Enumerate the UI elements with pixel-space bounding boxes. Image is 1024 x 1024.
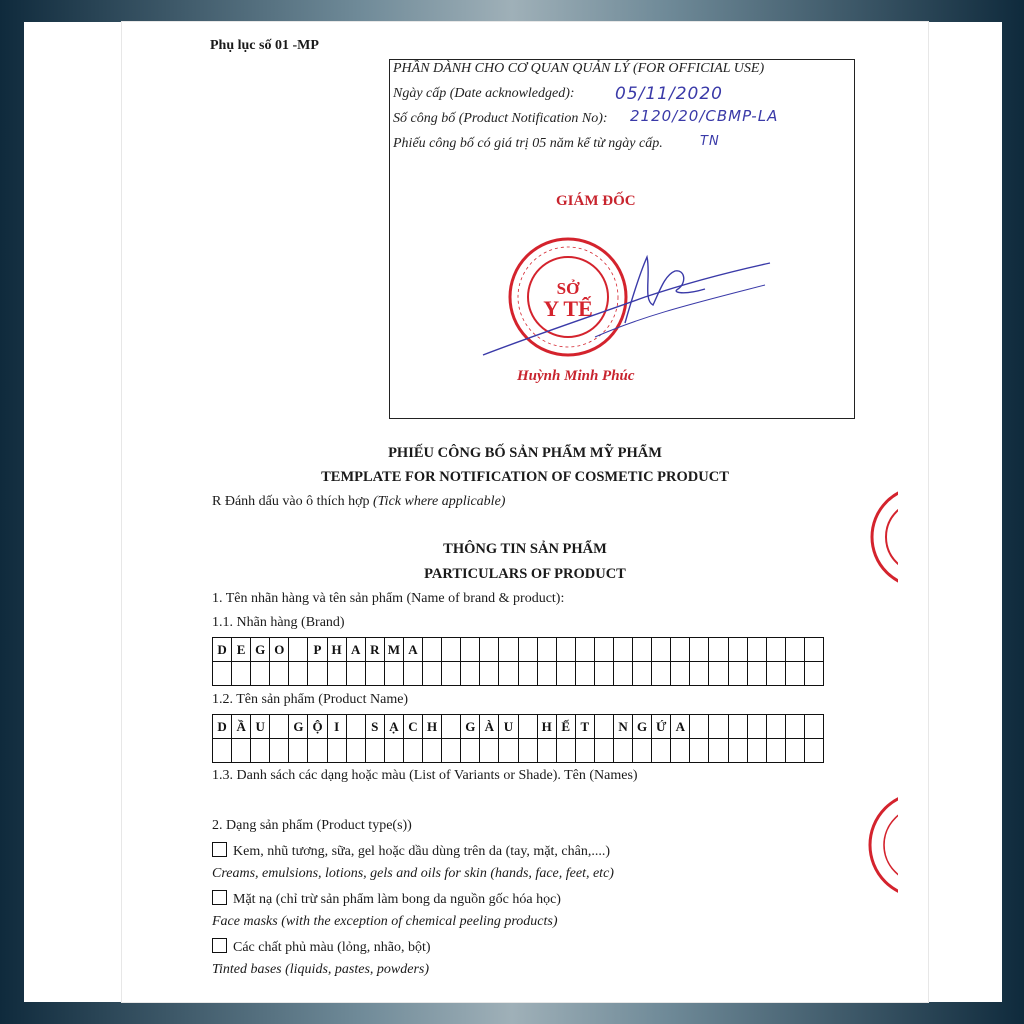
product-grid-cell-empty [594, 739, 613, 763]
product-grid-cell: H [423, 715, 442, 739]
title-en: TEMPLATE FOR NOTIFICATION OF COSMETIC PRODUCT [321, 469, 729, 485]
product-grid-cell-empty [251, 739, 270, 763]
product-grid-cell: À [480, 715, 499, 739]
brand-grid-row-empty [213, 662, 824, 686]
brand-grid-cell-empty [251, 662, 270, 686]
brand-grid-cell [671, 638, 690, 662]
date-label: Ngày cấp (Date acknowledged): [393, 86, 575, 101]
brand-grid-cell-empty [308, 662, 327, 686]
product-grid-cell: D [213, 715, 232, 739]
option-creams-vn: Kem, nhũ tương, sữa, gel hoặc dầu dùng trên da (tay, mặt, chân,....) [233, 844, 611, 859]
product-grid-cell-empty [690, 739, 709, 763]
validity-text: Phiếu công bố có giá trị 05 năm kể từ ngày cấp. [393, 136, 663, 151]
product-grid-cell-empty [365, 739, 384, 763]
product-grid-cell: G [289, 715, 308, 739]
brand-grid-cell [461, 638, 480, 662]
product-grid-cell-empty [308, 739, 327, 763]
product-grid-cell-empty [480, 739, 499, 763]
item-1-3-label: 1.3. Danh sách các dạng hoặc màu (List of Variants or Shade). Tên (Names) [212, 768, 638, 783]
brand-grid-cell-empty [594, 662, 613, 686]
brand-grid-cell-empty [633, 662, 652, 686]
brand-grid-cell-empty [442, 662, 461, 686]
product-grid-cell-empty [289, 739, 308, 763]
product-grid-cell-empty [556, 739, 575, 763]
brand-grid-cell [556, 638, 575, 662]
product-grid-cell: I [327, 715, 346, 739]
official-header: PHẦN DÀNH CHO CƠ QUAN QUẢN LÝ (FOR OFFICIAL USE) [393, 61, 765, 76]
title-vn: PHIẾU CÔNG BỐ SẢN PHẨM MỸ PHẨM [388, 445, 662, 461]
option-creams-en: Creams, emulsions, lotions, gels and oils for skin (hands, face, feet, etc) [212, 866, 614, 881]
brand-grid-cell: D [213, 638, 232, 662]
number-label: Số công bố (Product Notification No): [393, 111, 608, 126]
brand-grid-cell-empty [671, 662, 690, 686]
brand-grid-cell [423, 638, 442, 662]
brand-grid-cell-empty [690, 662, 709, 686]
product-grid-cell-empty [403, 739, 422, 763]
product-grid-cell-empty [575, 739, 594, 763]
tick-note-vn: R Đánh dấu vào ô thích hợp [212, 494, 370, 509]
product-grid-cell: Ứ [652, 715, 671, 739]
brand-grid-cell-empty [346, 662, 365, 686]
product-grid-cell-empty [747, 739, 766, 763]
section-title-vn: THÔNG TIN SẢN PHẨM [443, 541, 607, 557]
product-grid-cell [442, 715, 461, 739]
brand-grid-cell [537, 638, 556, 662]
product-grid-cell: U [499, 715, 518, 739]
brand-grid-cell-empty [270, 662, 289, 686]
product-grid-cell: A [671, 715, 690, 739]
product-grid-cell [804, 715, 823, 739]
product-grid-cell: C [403, 715, 422, 739]
product-grid-row-empty [213, 739, 824, 763]
brand-grid-cell-empty [480, 662, 499, 686]
product-name-grid [212, 714, 824, 763]
brand-grid-cell-empty [747, 662, 766, 686]
product-grid-cell: U [251, 715, 270, 739]
brand-grid-cell-empty [537, 662, 556, 686]
checkbox-tinted[interactable] [212, 938, 227, 953]
brand-grid-cell-empty [556, 662, 575, 686]
brand-grid-cell-empty [423, 662, 442, 686]
brand-grid-cell [594, 638, 613, 662]
tick-note [212, 494, 505, 510]
item-1-label: 1. Tên nhãn hàng và tên sản phẩm (Name of brand & product): [212, 591, 565, 606]
product-grid-cell-empty [785, 739, 804, 763]
product-grid-cell: G [633, 715, 652, 739]
product-grid-cell: T [575, 715, 594, 739]
annex-label: Phụ lục số 01 -MP [210, 38, 319, 53]
director-title: GIÁM ĐỐC [556, 193, 636, 209]
product-grid-cell-empty [728, 739, 747, 763]
product-grid-cell: Ầ [232, 715, 251, 739]
product-grid-cell-empty [270, 739, 289, 763]
brand-grid-cell [480, 638, 499, 662]
product-grid-row [213, 715, 824, 739]
product-grid-cell-empty [671, 739, 690, 763]
margin-seal-bottom [866, 788, 898, 903]
brand-grid-cell: M [384, 638, 403, 662]
product-grid-cell-empty [804, 739, 823, 763]
brand-grid-cell-empty [575, 662, 594, 686]
brand-grid-cell: A [346, 638, 365, 662]
product-grid-cell [709, 715, 728, 739]
brand-grid-cell-empty [499, 662, 518, 686]
brand-grid-cell-empty [461, 662, 480, 686]
option-masks-en: Face masks (with the exception of chemical peeling products) [212, 914, 558, 929]
brand-grid-cell [289, 638, 308, 662]
brand-grid-cell-empty [327, 662, 346, 686]
product-grid-cell: Ế [556, 715, 575, 739]
product-grid-cell: S [365, 715, 384, 739]
seal-text-line1: SỞ [556, 279, 580, 298]
item-1-2-label: 1.2. Tên sản phẩm (Product Name) [212, 692, 409, 707]
product-grid-cell-empty [327, 739, 346, 763]
product-grid-cell [690, 715, 709, 739]
product-grid-cell-empty [633, 739, 652, 763]
option-tinted [212, 938, 431, 956]
date-value: 05/11/2020 [615, 84, 723, 104]
brand-grid-cell-empty [728, 662, 747, 686]
number-value: 2120/20/CBMP-LA [630, 107, 779, 125]
product-grid-cell: N [613, 715, 632, 739]
product-grid-cell-empty [613, 739, 632, 763]
brand-grid-cell-empty [804, 662, 823, 686]
item-2-label: 2. Dạng sản phẩm (Product type(s)) [212, 818, 412, 833]
tick-note-en: (Tick where applicable) [373, 494, 506, 509]
brand-grid-cell [518, 638, 537, 662]
brand-grid-cell-empty [403, 662, 422, 686]
checkbox-creams[interactable] [212, 842, 227, 857]
official-use-box [389, 59, 855, 419]
product-grid-cell-empty [766, 739, 785, 763]
product-grid-cell-empty [442, 739, 461, 763]
product-grid-cell-empty [346, 739, 365, 763]
brand-grid-cell [785, 638, 804, 662]
product-grid-cell [747, 715, 766, 739]
product-grid-cell-empty [461, 739, 480, 763]
brand-grid-cell: G [251, 638, 270, 662]
brand-grid-row [213, 638, 824, 662]
product-grid-cell-empty [709, 739, 728, 763]
brand-grid-cell-empty [518, 662, 537, 686]
product-grid-cell [270, 715, 289, 739]
brand-grid-cell: O [270, 638, 289, 662]
brand-grid-cell-empty [384, 662, 403, 686]
brand-grid-cell-empty [365, 662, 384, 686]
brand-grid-cell: A [403, 638, 422, 662]
product-grid-cell: Ộ [308, 715, 327, 739]
initials: TN [700, 134, 720, 149]
checkbox-masks[interactable] [212, 890, 227, 905]
product-grid-cell-empty [518, 739, 537, 763]
product-grid-cell [728, 715, 747, 739]
brand-grid-cell [728, 638, 747, 662]
option-tinted-vn: Các chất phủ màu (lỏng, nhão, bột) [233, 940, 431, 955]
signature [475, 245, 775, 365]
brand-grid-cell [804, 638, 823, 662]
brand-grid-cell: H [327, 638, 346, 662]
product-grid-cell-empty [232, 739, 251, 763]
brand-grid-cell [747, 638, 766, 662]
product-grid-cell-empty [384, 739, 403, 763]
brand-grid-cell [613, 638, 632, 662]
brand-grid-cell: R [365, 638, 384, 662]
product-grid-cell-empty [499, 739, 518, 763]
product-grid-cell [785, 715, 804, 739]
product-grid-cell-empty [423, 739, 442, 763]
brand-grid [212, 637, 824, 686]
option-tinted-en: Tinted bases (liquids, pastes, powders) [212, 962, 430, 977]
brand-grid-cell-empty [232, 662, 251, 686]
brand-grid-cell-empty [709, 662, 728, 686]
brand-grid-cell [709, 638, 728, 662]
seal-text-line2: Y TẾ [543, 296, 593, 321]
margin-seal-top [866, 482, 898, 592]
brand-grid-cell-empty [613, 662, 632, 686]
option-masks [212, 890, 561, 908]
product-grid-cell: G [461, 715, 480, 739]
section-title-en: PARTICULARS OF PRODUCT [424, 566, 626, 582]
photo-frame [24, 22, 1002, 1002]
brand-grid-cell-empty [785, 662, 804, 686]
document-page [122, 22, 928, 1002]
product-grid-cell [766, 715, 785, 739]
brand-grid-cell [652, 638, 671, 662]
product-grid-cell-empty [537, 739, 556, 763]
product-grid-cell: H [537, 715, 556, 739]
product-grid-cell [518, 715, 537, 739]
product-grid-cell [594, 715, 613, 739]
brand-grid-cell-empty [213, 662, 232, 686]
brand-grid-cell: P [308, 638, 327, 662]
item-1-1-label: 1.1. Nhãn hàng (Brand) [212, 615, 345, 630]
brand-grid-cell [499, 638, 518, 662]
product-grid-cell [346, 715, 365, 739]
option-masks-vn: Mặt nạ (chỉ trừ sản phẩm làm bong da nguồn gốc hóa học) [233, 892, 561, 907]
brand-grid-cell-empty [652, 662, 671, 686]
product-grid-cell: Ạ [384, 715, 403, 739]
brand-grid-cell [575, 638, 594, 662]
signer-name: Huỳnh Minh Phúc [517, 368, 635, 384]
brand-grid-cell-empty [766, 662, 785, 686]
brand-grid-cell-empty [289, 662, 308, 686]
brand-grid-cell [766, 638, 785, 662]
option-creams [212, 842, 610, 860]
brand-grid-cell: E [232, 638, 251, 662]
brand-grid-cell [690, 638, 709, 662]
brand-grid-cell [633, 638, 652, 662]
brand-grid-cell [442, 638, 461, 662]
product-grid-cell-empty [213, 739, 232, 763]
product-grid-cell-empty [652, 739, 671, 763]
